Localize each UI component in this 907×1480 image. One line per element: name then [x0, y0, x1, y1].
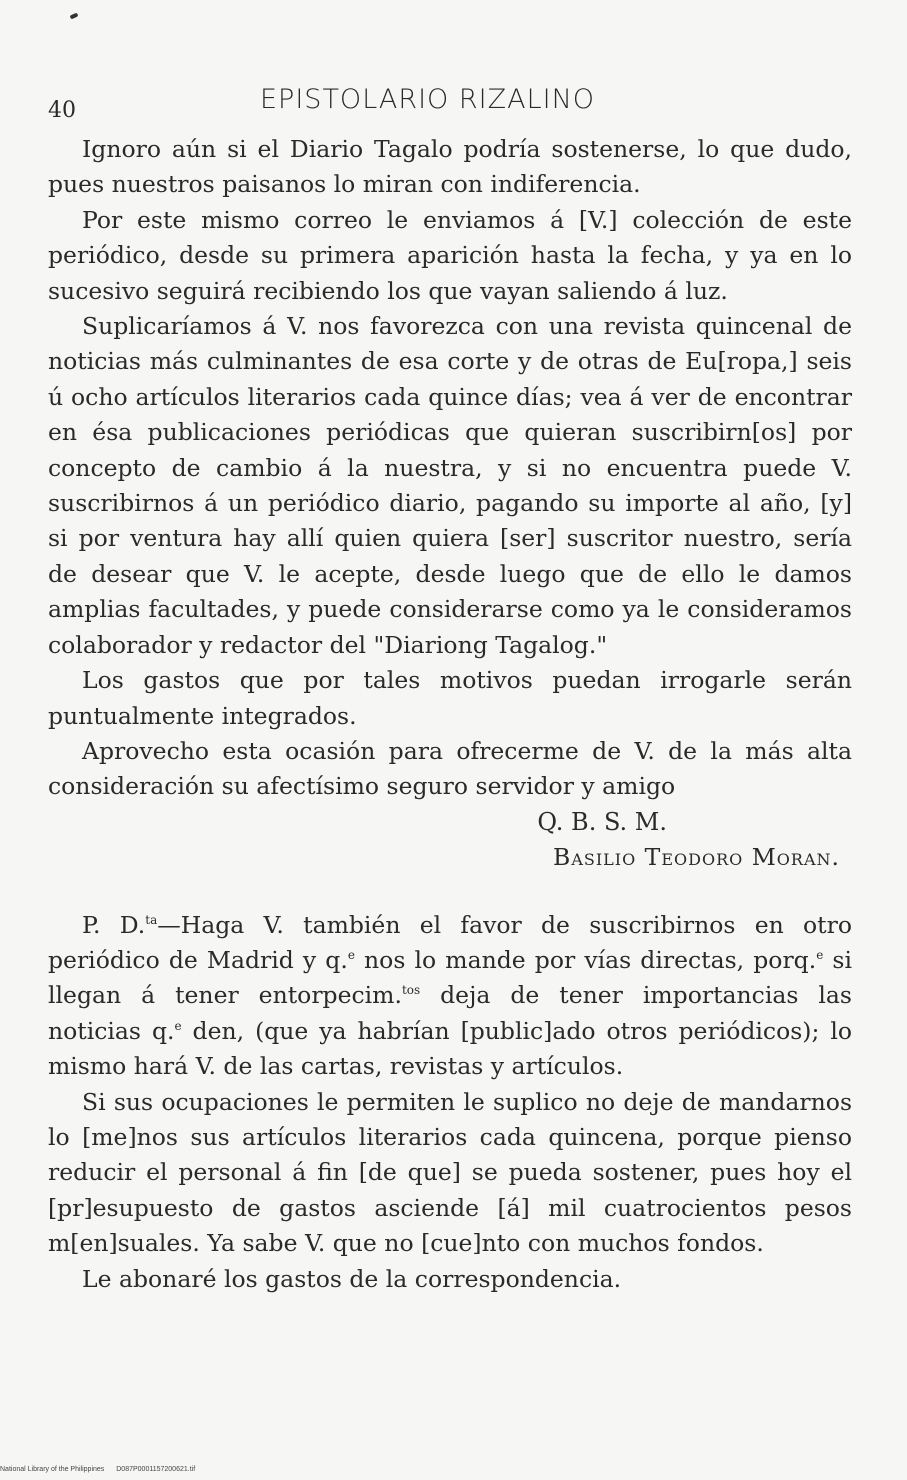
postscript-paragraph-3: Le abonaré los gastos de la correspondencia. [82, 1264, 622, 1293]
paragraph-5: Aprovecho esta ocasión para ofrecerme de V. de la más alta consideración su afectísimo seguro servidor y amigo [48, 736, 852, 801]
ps-text: —Haga V. también el favor de suscribirnos en otro periódico de Madrid y q. [48, 910, 853, 974]
signature: Basilio Teodoro Moran. [553, 843, 840, 872]
ps-label: P. D. [82, 910, 146, 939]
closing-formula: Q. B. S. M. [537, 807, 667, 836]
ps-sup: e [174, 1018, 182, 1033]
paragraph-3: Suplicaríamos á V. nos favorezca con una revista quincenal de noticias más culminantes de esa corte y de otras de Eu[ropa,] seis ú ocho artículos literarios cada quince días; vea á ver de encontrar en ésa publicaciones periódicas que quieran suscribirn[os] por concepto de cambio á la nuestra, y si no encuentra puede V. suscribirnos á un periódico diario, pagando su importe al año, [y] si por ventura hay allí quien quiera [ser] suscritor nuestro, sería de desear que V. le acepte, desde luego que de ello le damos amplias facultades, y puede considerarse como ya le consideramos colaborador y redactor del "Diariong Tagalog." [48, 312, 852, 659]
file-code: D087P0001157200621.tif [116, 1466, 196, 1473]
ink-mark [70, 12, 79, 19]
ps-text: den, (que ya habrían [public]ado otros periódicos); lo mismo hará V. de las cartas, revistas y artículos. [48, 1016, 852, 1081]
paragraph-2: Por este mismo correo le enviamos á [V.] colección de este periódico, desde su primera aparición hasta la fecha, y ya en lo sucesivo seguirá recibiendo los que vayan saliendo á luz. [48, 205, 852, 305]
postscript-paragraph-1 [48, 908, 852, 1085]
page-number: 40 [48, 98, 76, 123]
scan-footer [0, 1466, 205, 1473]
ps-sup: e [347, 948, 355, 963]
ps-sup: tos [401, 983, 421, 998]
ps-sup: ta [145, 912, 158, 927]
page-header [48, 84, 648, 124]
ps-text: nos lo mande por vías directas, porq. [354, 945, 817, 974]
paragraph-4: Los gastos que por tales motivos puedan irrogarle serán puntualmente integrados. [48, 666, 852, 730]
running-title: EPISTOLARIO RIZALINO [260, 84, 596, 115]
ps-sup: e [816, 948, 824, 963]
postscript-paragraph-2: Si sus ocupaciones le permiten le suplico no deje de mandarnos lo [me]nos sus artículos literarios cada quincena, porque pienso reducir el personal á fin [de que] se pueda sostener, pues hoy el [pr]esupuesto de gastos asciende [á] mil cuatrocientos pesos m[en]suales. Ya sabe V. que no [cue]nto con muchos fondos. [48, 1087, 852, 1258]
ps-text: si llegan á tener entorpecim. [48, 945, 853, 1010]
library-credit: National Library of the Philippines [0, 1466, 105, 1473]
ps-text: deja de tener importancias las noticias q. [48, 981, 852, 1045]
paragraph-1: Ignoro aún si el Diario Tagalo podría sostenerse, lo que dudo, pues nuestros paisanos lo miran con indiferencia. [48, 135, 852, 199]
page-body [48, 132, 852, 1297]
postscript [48, 908, 852, 1297]
